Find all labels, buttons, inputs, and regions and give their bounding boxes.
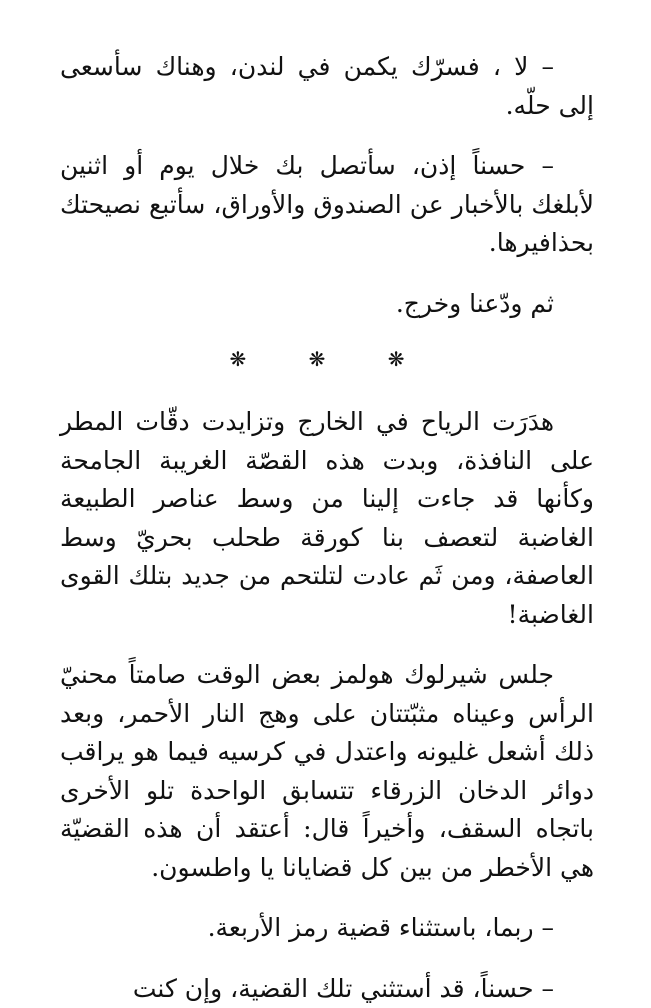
narration-paragraph: جلس شيرلوك هولمز بعض الوقت صامتاً محنيّ الرأس وعيناه مثبّتتان على وهج النار الأحمر، وبعد ذلك أشعل غليونه واعتدل في كرسيه فيما هو يراقب دوائر الدخان الزرقاء تتسابق الواحدة تلو الأخرى باتجاه السقف، وأخيراً قال: أعتقد أن هذه القضيّة هي الأخطر من بين كل قضايانا يا واطسون.: [60, 656, 594, 887]
book-page: [60, 48, 594, 1008]
separator-star-icon: ❋: [229, 345, 266, 373]
narration-paragraph: هدَرَت الرياح في الخارج وتزايدت دقّات المطر على النافذة، وبدت هذه القصّة الغريبة الجامحة وكأنها قد جاءت إلينا من وسط عناصر الطبيعة الغاضبة لتعصف بنا كورقة طحلب بحريّ وسط العاصفة، ومن ثَم عادت لتلتحم من جديد بتلك القوى الغاضبة!: [60, 403, 594, 634]
dialogue-paragraph: – ربما، باستثناء قضية رمز الأربعة.: [60, 909, 594, 948]
separator-star-icon: ❋: [309, 345, 346, 373]
dialogue-paragraph: – لا ، فسرّك يكمن في لندن، وهناك سأسعى إلى حلّه.: [60, 48, 594, 125]
narration-paragraph: ثم ودّعنا وخرج.: [60, 285, 594, 324]
dialogue-paragraph: – حسناً إذن، سأتصل بك خلال يوم أو اثنين لأبلغك بالأخبار عن الصندوق والأوراق، سأتبع نصيحتك بحذافيرها.: [60, 147, 594, 263]
separator-star-icon: ❋: [388, 345, 425, 373]
section-separator: [60, 345, 594, 373]
dialogue-paragraph: – حسناً، قد أستثني تلك القضية، وإن كنت: [60, 970, 594, 1008]
